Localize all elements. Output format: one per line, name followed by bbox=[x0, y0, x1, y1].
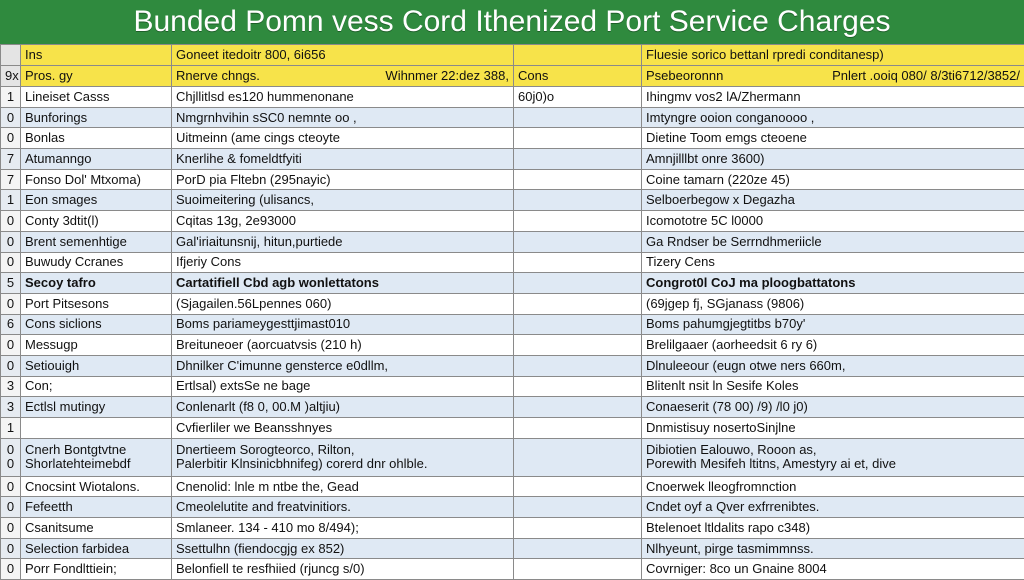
cell-col4[interactable] bbox=[642, 438, 1024, 476]
table-row bbox=[1, 149, 1024, 170]
row-number: 0 bbox=[1, 559, 21, 580]
cell-col4[interactable]: Coine tamarn (220ze 45) bbox=[642, 169, 1024, 190]
table-row bbox=[1, 397, 1024, 418]
cell-col1[interactable]: Porr Fondlttiein; bbox=[21, 559, 172, 580]
row-number: 0 bbox=[1, 211, 21, 232]
table-row bbox=[1, 559, 1024, 580]
row-number-line: 0 bbox=[5, 457, 16, 471]
cell-col4[interactable]: Brelilgaaer (aorheedsit 6 ry 6) bbox=[642, 335, 1024, 356]
cell-col4[interactable]: Dietine Toom emgs cteoene bbox=[642, 128, 1024, 149]
charges-table bbox=[0, 44, 1024, 580]
cell-col3[interactable] bbox=[514, 518, 642, 539]
cell-col4[interactable]: Dlnuleeour (eugn otwe ners 660m, bbox=[642, 355, 1024, 376]
cell-col3[interactable] bbox=[514, 149, 642, 170]
row-number: 1 bbox=[1, 87, 21, 108]
header-sub-label: Pnlert .ooiq 080/ 8/3ti6712/3852/ bbox=[832, 69, 1020, 83]
cell-line: Dibiotien Ealouwo, Rooon as, bbox=[646, 443, 1020, 457]
cell-col4[interactable]: Boms pahumgjegtitbs b70y' bbox=[642, 314, 1024, 335]
cell-col4[interactable]: Dnmistisuy nosertoSinjlne bbox=[642, 418, 1024, 439]
row-number: 0 bbox=[1, 293, 21, 314]
row-number: 3 bbox=[1, 397, 21, 418]
row-number: 0 bbox=[1, 355, 21, 376]
cell-col2[interactable]: PorD pia Fltebn (295nayic) bbox=[172, 169, 514, 190]
row-number: 0 bbox=[1, 335, 21, 356]
cell-col2[interactable]: Smlaneer. 134 - 410 mo 8/494); bbox=[172, 518, 514, 539]
header-row-2 bbox=[1, 66, 1024, 87]
cell-col3[interactable] bbox=[514, 107, 642, 128]
table-row bbox=[1, 518, 1024, 539]
header-cell-col4[interactable] bbox=[642, 66, 1024, 87]
cell-col3[interactable] bbox=[514, 538, 642, 559]
cell-col1[interactable]: Csanitsume bbox=[21, 518, 172, 539]
table-row bbox=[1, 497, 1024, 518]
cell-line: Dnertieem Sorogteorco, Rilton, bbox=[176, 443, 509, 457]
cell-col4[interactable]: Amnjilllbt onre 3600) bbox=[642, 149, 1024, 170]
table-row bbox=[1, 538, 1024, 559]
cell-col2[interactable] bbox=[172, 438, 514, 476]
table-row bbox=[1, 335, 1024, 356]
cell-col4[interactable]: Conaeserit (78 00) /9) /l0 j0) bbox=[642, 397, 1024, 418]
header-row-1 bbox=[1, 45, 1024, 66]
cell-col1[interactable]: Lineiset Casss bbox=[21, 87, 172, 108]
cell-col4[interactable]: Icomototre 5C l0000 bbox=[642, 211, 1024, 232]
cell-col3[interactable] bbox=[514, 169, 642, 190]
cell-col3[interactable] bbox=[514, 211, 642, 232]
row-number: 0 bbox=[1, 107, 21, 128]
cell-col3[interactable] bbox=[514, 559, 642, 580]
cell-col1[interactable]: Messugp bbox=[21, 335, 172, 356]
cell-col1[interactable]: Fefeetth bbox=[21, 497, 172, 518]
cell-col4[interactable]: Cndet oyf a Qver exfrrenibtes. bbox=[642, 497, 1024, 518]
cell-col3[interactable] bbox=[514, 252, 642, 273]
cell-col2[interactable]: Gal'iriaitunsnij, hitun,purtiede bbox=[172, 231, 514, 252]
row-number: 0 bbox=[1, 231, 21, 252]
cell-col3[interactable] bbox=[514, 418, 642, 439]
cell-col3[interactable] bbox=[514, 293, 642, 314]
cell-col1[interactable]: Fonso Dol' Mtxoma) bbox=[21, 169, 172, 190]
header-cell-col2[interactable] bbox=[172, 66, 514, 87]
row-number: 0 bbox=[1, 252, 21, 273]
cell-col4[interactable]: Cnoerwek lleogfromnction bbox=[642, 476, 1024, 497]
header-cell-col3[interactable]: Cons bbox=[514, 66, 642, 87]
cell-col3[interactable] bbox=[514, 190, 642, 211]
header-sub-label: Wihnmer 22:dez 388, bbox=[385, 69, 509, 83]
cell-col2[interactable]: Breituneoer (aorcuatvsis (210 h) bbox=[172, 335, 514, 356]
cell-col3[interactable]: 60j0)o bbox=[514, 87, 642, 108]
cell-col3[interactable] bbox=[514, 273, 642, 294]
table-row bbox=[1, 355, 1024, 376]
header-sub-label: Rnerve chngs. bbox=[176, 69, 260, 83]
cell-col3[interactable] bbox=[514, 314, 642, 335]
row-number-line: 0 bbox=[5, 443, 16, 457]
cell-col1[interactable]: Bunforings bbox=[21, 107, 172, 128]
row-number: 0 bbox=[1, 476, 21, 497]
cell-col3[interactable] bbox=[514, 335, 642, 356]
table-row bbox=[1, 418, 1024, 439]
row-number: 3 bbox=[1, 376, 21, 397]
row-number bbox=[1, 45, 21, 66]
cell-col2[interactable]: Suoimeitering (ulisancs, bbox=[172, 190, 514, 211]
cell-col1[interactable]: Selection farbidea bbox=[21, 538, 172, 559]
cell-col2[interactable]: Conlenarlt (f8 0, 00.M )altjiu) bbox=[172, 397, 514, 418]
row-number: 0 bbox=[1, 497, 21, 518]
row-number: 7 bbox=[1, 149, 21, 170]
cell-line: Shorlatehteimebdf bbox=[25, 457, 167, 471]
cell-col1[interactable]: Bonlas bbox=[21, 128, 172, 149]
cell-col4[interactable]: (69jgep fj, SGjanass (9806) bbox=[642, 293, 1024, 314]
table-row bbox=[1, 107, 1024, 128]
cell-col2[interactable]: Cnenolid: lnle m ntbe the, Gead bbox=[172, 476, 514, 497]
cell-line: Cnerh Bontgtvtne bbox=[25, 443, 167, 457]
header-cell-col2[interactable]: Goneet itedoitr 800, 6i656 bbox=[172, 45, 514, 66]
cell-col1[interactable]: Setiouigh bbox=[21, 355, 172, 376]
cell-col4[interactable]: Nlhyeunt, pirge tasmimmnss. bbox=[642, 538, 1024, 559]
header-cell-col3[interactable] bbox=[514, 45, 642, 66]
cell-col1[interactable]: Brent semenhtige bbox=[21, 231, 172, 252]
cell-col1[interactable]: Atumanngo bbox=[21, 149, 172, 170]
cell-col1[interactable]: Ectlsl mutingy bbox=[21, 397, 172, 418]
cell-col2[interactable]: Nmgrnhvihin sSC0 nemnte oo , bbox=[172, 107, 514, 128]
table-row bbox=[1, 314, 1024, 335]
row-number: 0 bbox=[1, 518, 21, 539]
cell-col2[interactable]: Cmeolelutite and freatvinitiors. bbox=[172, 497, 514, 518]
cell-col4[interactable]: Imtyngre ooion conganoooo , bbox=[642, 107, 1024, 128]
row-number: 6 bbox=[1, 314, 21, 335]
cell-col3[interactable] bbox=[514, 355, 642, 376]
table-row bbox=[1, 190, 1024, 211]
table-row bbox=[1, 211, 1024, 232]
cell-col2[interactable]: Cartatifiell Cbd agb wonlettatons bbox=[172, 273, 514, 294]
cell-col3[interactable] bbox=[514, 397, 642, 418]
cell-col1[interactable]: Buwudy Ccranes bbox=[21, 252, 172, 273]
table-row bbox=[1, 293, 1024, 314]
page-title: Bunded Pomn vess Cord Ithenized Port Service Charges bbox=[133, 5, 890, 39]
table-row bbox=[1, 476, 1024, 497]
cell-col2[interactable]: Boms pariameygesttjimast010 bbox=[172, 314, 514, 335]
cell-col1[interactable] bbox=[21, 418, 172, 439]
cell-col3[interactable] bbox=[514, 376, 642, 397]
cell-col2[interactable]: Chjllitlsd es120 hummenonane bbox=[172, 87, 514, 108]
cell-col4[interactable]: Ga Rndser be Serrndhmeriicle bbox=[642, 231, 1024, 252]
table-row bbox=[1, 169, 1024, 190]
cell-col2[interactable]: Dhnilker C'imunne gensterce e0dllm, bbox=[172, 355, 514, 376]
cell-col2[interactable]: Knerlihe & fomeldtfyiti bbox=[172, 149, 514, 170]
cell-col3[interactable] bbox=[514, 128, 642, 149]
cell-col3[interactable] bbox=[514, 497, 642, 518]
header-cell-col1[interactable]: Pros. gy bbox=[21, 66, 172, 87]
table-row bbox=[1, 252, 1024, 273]
header-cell-col4[interactable]: Fluesie sorico bettanl rpredi conditanesp) bbox=[642, 45, 1024, 66]
table-row bbox=[1, 87, 1024, 108]
header-sub-label: Psebeoronnn bbox=[646, 69, 723, 83]
row-number: 7 bbox=[1, 169, 21, 190]
header-cell-col1[interactable]: Ins bbox=[21, 45, 172, 66]
cell-col4[interactable]: Tizery Cens bbox=[642, 252, 1024, 273]
row-number: 1 bbox=[1, 190, 21, 211]
row-number: 1 bbox=[1, 418, 21, 439]
cell-col4[interactable]: Blitenlt nsit ln Sesife Koles bbox=[642, 376, 1024, 397]
cell-col3[interactable] bbox=[514, 476, 642, 497]
cell-col4[interactable]: Btelenoet ltldalits rapo c348) bbox=[642, 518, 1024, 539]
cell-col2[interactable]: Belonfiell te resfhiied (rjuncg s/0) bbox=[172, 559, 514, 580]
cell-col2[interactable]: Ssettulhn (fiendocgjg ex 852) bbox=[172, 538, 514, 559]
row-number: 9x bbox=[1, 66, 21, 87]
table-row bbox=[1, 128, 1024, 149]
title-bar bbox=[0, 0, 1024, 44]
row-number bbox=[1, 438, 21, 476]
cell-col1[interactable]: Cons siclions bbox=[21, 314, 172, 335]
cell-col4[interactable]: Ihingmv vos2 lA/Zhermann bbox=[642, 87, 1024, 108]
cell-col1[interactable] bbox=[21, 438, 172, 476]
cell-line: Palerbitir Klnsinicbhnifeg) corerd dnr ohlble. bbox=[176, 457, 509, 471]
table-row bbox=[1, 231, 1024, 252]
table-row bbox=[1, 273, 1024, 294]
cell-col4[interactable]: Covrniger: 8co un Gnaine 8004 bbox=[642, 559, 1024, 580]
table-row bbox=[1, 376, 1024, 397]
cell-col2[interactable]: Ifjeriy Cons bbox=[172, 252, 514, 273]
cell-col2[interactable]: (Sjagailen.56Lpennes 060) bbox=[172, 293, 514, 314]
cell-col1[interactable]: Port Pitsesons bbox=[21, 293, 172, 314]
cell-col4[interactable]: Congrot0l CoJ ma ploogbattatons bbox=[642, 273, 1024, 294]
cell-col1[interactable]: Conty 3dtit(l) bbox=[21, 211, 172, 232]
cell-col1[interactable]: Con; bbox=[21, 376, 172, 397]
cell-col2[interactable]: Cvfierliler we Beansshnyes bbox=[172, 418, 514, 439]
cell-col2[interactable]: Ertlsal) extsSe ne bage bbox=[172, 376, 514, 397]
cell-col4[interactable]: Selboerbegow x Degazha bbox=[642, 190, 1024, 211]
cell-col1[interactable]: Cnocsint Wiotalons. bbox=[21, 476, 172, 497]
cell-col2[interactable]: Uitmeinn (ame cings cteoyte bbox=[172, 128, 514, 149]
cell-col3[interactable] bbox=[514, 231, 642, 252]
cell-col3[interactable] bbox=[514, 438, 642, 476]
row-number: 5 bbox=[1, 273, 21, 294]
table-row bbox=[1, 438, 1024, 476]
cell-line: Porewith Mesifeh ltitns, Amestyry ai et, dive bbox=[646, 457, 1020, 471]
row-number: 0 bbox=[1, 128, 21, 149]
row-number: 0 bbox=[1, 538, 21, 559]
cell-col1[interactable]: Eon smages bbox=[21, 190, 172, 211]
cell-col1[interactable]: Secoy tafro bbox=[21, 273, 172, 294]
cell-col2[interactable]: Cqitas 13g, 2e93000 bbox=[172, 211, 514, 232]
